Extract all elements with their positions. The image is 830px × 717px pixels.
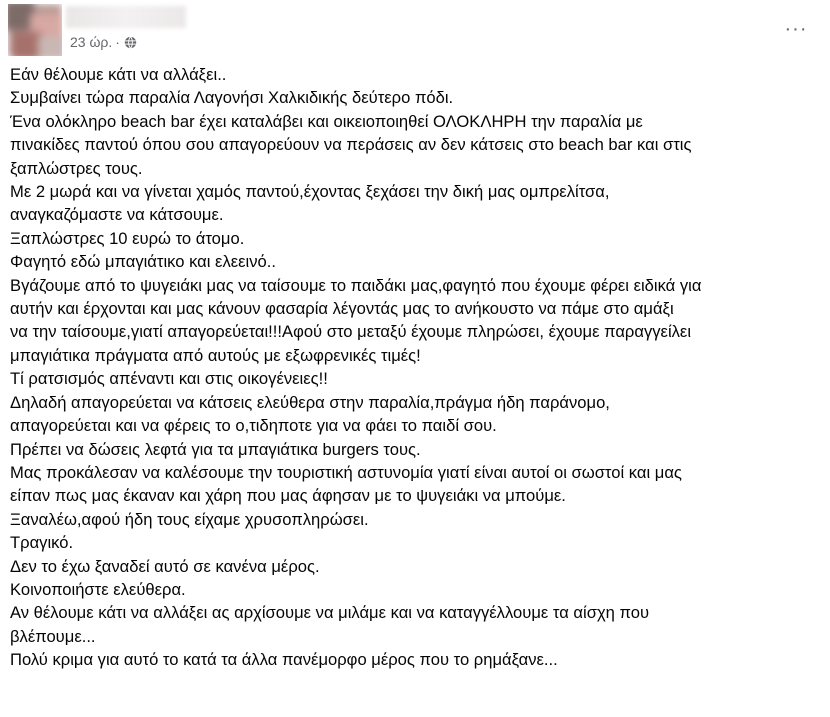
post-text-line: Ξαναλέω,αφού ήδη τους είχαμε χρυσοπληρώσει. <box>10 509 369 529</box>
blurred-avatar-image <box>8 4 62 56</box>
post-text-line: Δεν το έχω ξαναδεί αυτό σε κανένα μέρος. <box>10 556 320 576</box>
post-text-line: Εάν θέλουμε κάτι να αλλάξει.. <box>10 65 227 84</box>
post-text-line: απαγορεύεται και να φέρεις το ο,τιδηποτε για να φάει το παιδί σου. <box>10 416 497 436</box>
post-text-line: Ξαπλώστρες 10 ευρώ το άτομο. <box>10 228 245 248</box>
blurred-author-name[interactable] <box>66 6 186 28</box>
post-text-line: Με 2 μωρά και να γίνεται χαμός παντού,έχοντας ξεχάσει την δική μας ομπρελίτσα, <box>10 182 610 202</box>
more-options-icon: ··· <box>784 18 808 40</box>
post-text-line: Κοινοποιήστε ελεύθερα. <box>10 579 186 599</box>
post-text-line: Πρέπει να δώσεις λεφτά για τα μπαγιάτικα burgers τους. <box>10 439 421 459</box>
avatar[interactable] <box>8 4 62 56</box>
post-text-line: Τραγικό. <box>10 533 74 553</box>
post-timestamp[interactable]: 23 ώρ. <box>70 34 113 50</box>
post-meta <box>70 33 137 51</box>
globe-icon[interactable] <box>124 36 137 49</box>
post-text-line: αυτήν και έρχονται και μας κάνουν φασαρία λέγοντάς μας το ανήκουστο να πάμε στο αμάξι <box>10 299 674 319</box>
post-text-line: Πολύ κριμα για αυτό το κατά τα άλλα πανέμορφο μέρος που το ρημάξανε... <box>10 650 558 670</box>
meta-separator: · <box>115 34 120 50</box>
post-text-line: να την ταίσουμε,γιατί απαγορεύεται!!!Αφού στο μεταξύ έχουμε πληρώσει, έχουμε παραγγείλει <box>10 322 692 342</box>
post-text-line: ξαπλώστρες τους. <box>10 158 143 178</box>
post-text-line: Τί ρατσισμός απέναντι και στις οικογένειες!! <box>10 369 328 389</box>
post-text-line: Φαγητό εδώ μπαγιάτικο και ελεεινό.. <box>10 252 276 272</box>
post-text-line: βλέπουμε... <box>10 626 96 646</box>
post-text-line: Αν θέλουμε κάτι να αλλάξει ας αρχίσουμε να μιλάμε και να καταγγέλλουμε τα αίσχη που <box>10 603 650 623</box>
post-text-line: Ένα ολόκληρο beach bar έχει καταλάβει και οικειοποιηθεί ΟΛΟΚΛΗΡΗ την παραλία με <box>10 111 643 131</box>
post-text-line: Δηλαδή απαγορεύεται να κάτσεις ελεύθερα στην παραλία,πράγμα ήδη παράνομο, <box>10 392 610 412</box>
post-text-line: πινακίδες παντού όπου σου απαγορεύουν να περάσεις αν δεν κάτσεις στο beach bar και στις <box>10 135 692 155</box>
post-body-text <box>10 63 820 672</box>
post-text-line: αναγκαζόμαστε να κάτσουμε. <box>10 205 224 225</box>
post-header <box>0 0 830 62</box>
post-text-line: είπαν πως μας έκαναν και χάρη που μας άφησαν με το ψυγειάκι να μπούμε. <box>10 486 566 506</box>
post-text-line: Συμβαίνει τώρα παραλία Λαγονήσι Χαλκιδικής δεύτερο πόδι. <box>10 88 454 108</box>
post-text-line: Μας προκάλεσαν να καλέσουμε την τουριστική αστυνομία γιατί είναι αυτοί οι σωστοί και μας <box>10 462 682 482</box>
post-text-line: μπαγιάτικα πράγματα από αυτούς με εξωφρενικές τιμές! <box>10 345 421 365</box>
post-text-line: Βγάζουμε από το ψυγειάκι μας να ταίσουμε το παιδάκι μας,φαγητό που έχουμε φέρει ειδικά για <box>10 275 702 295</box>
more-options-button[interactable] <box>776 14 816 44</box>
